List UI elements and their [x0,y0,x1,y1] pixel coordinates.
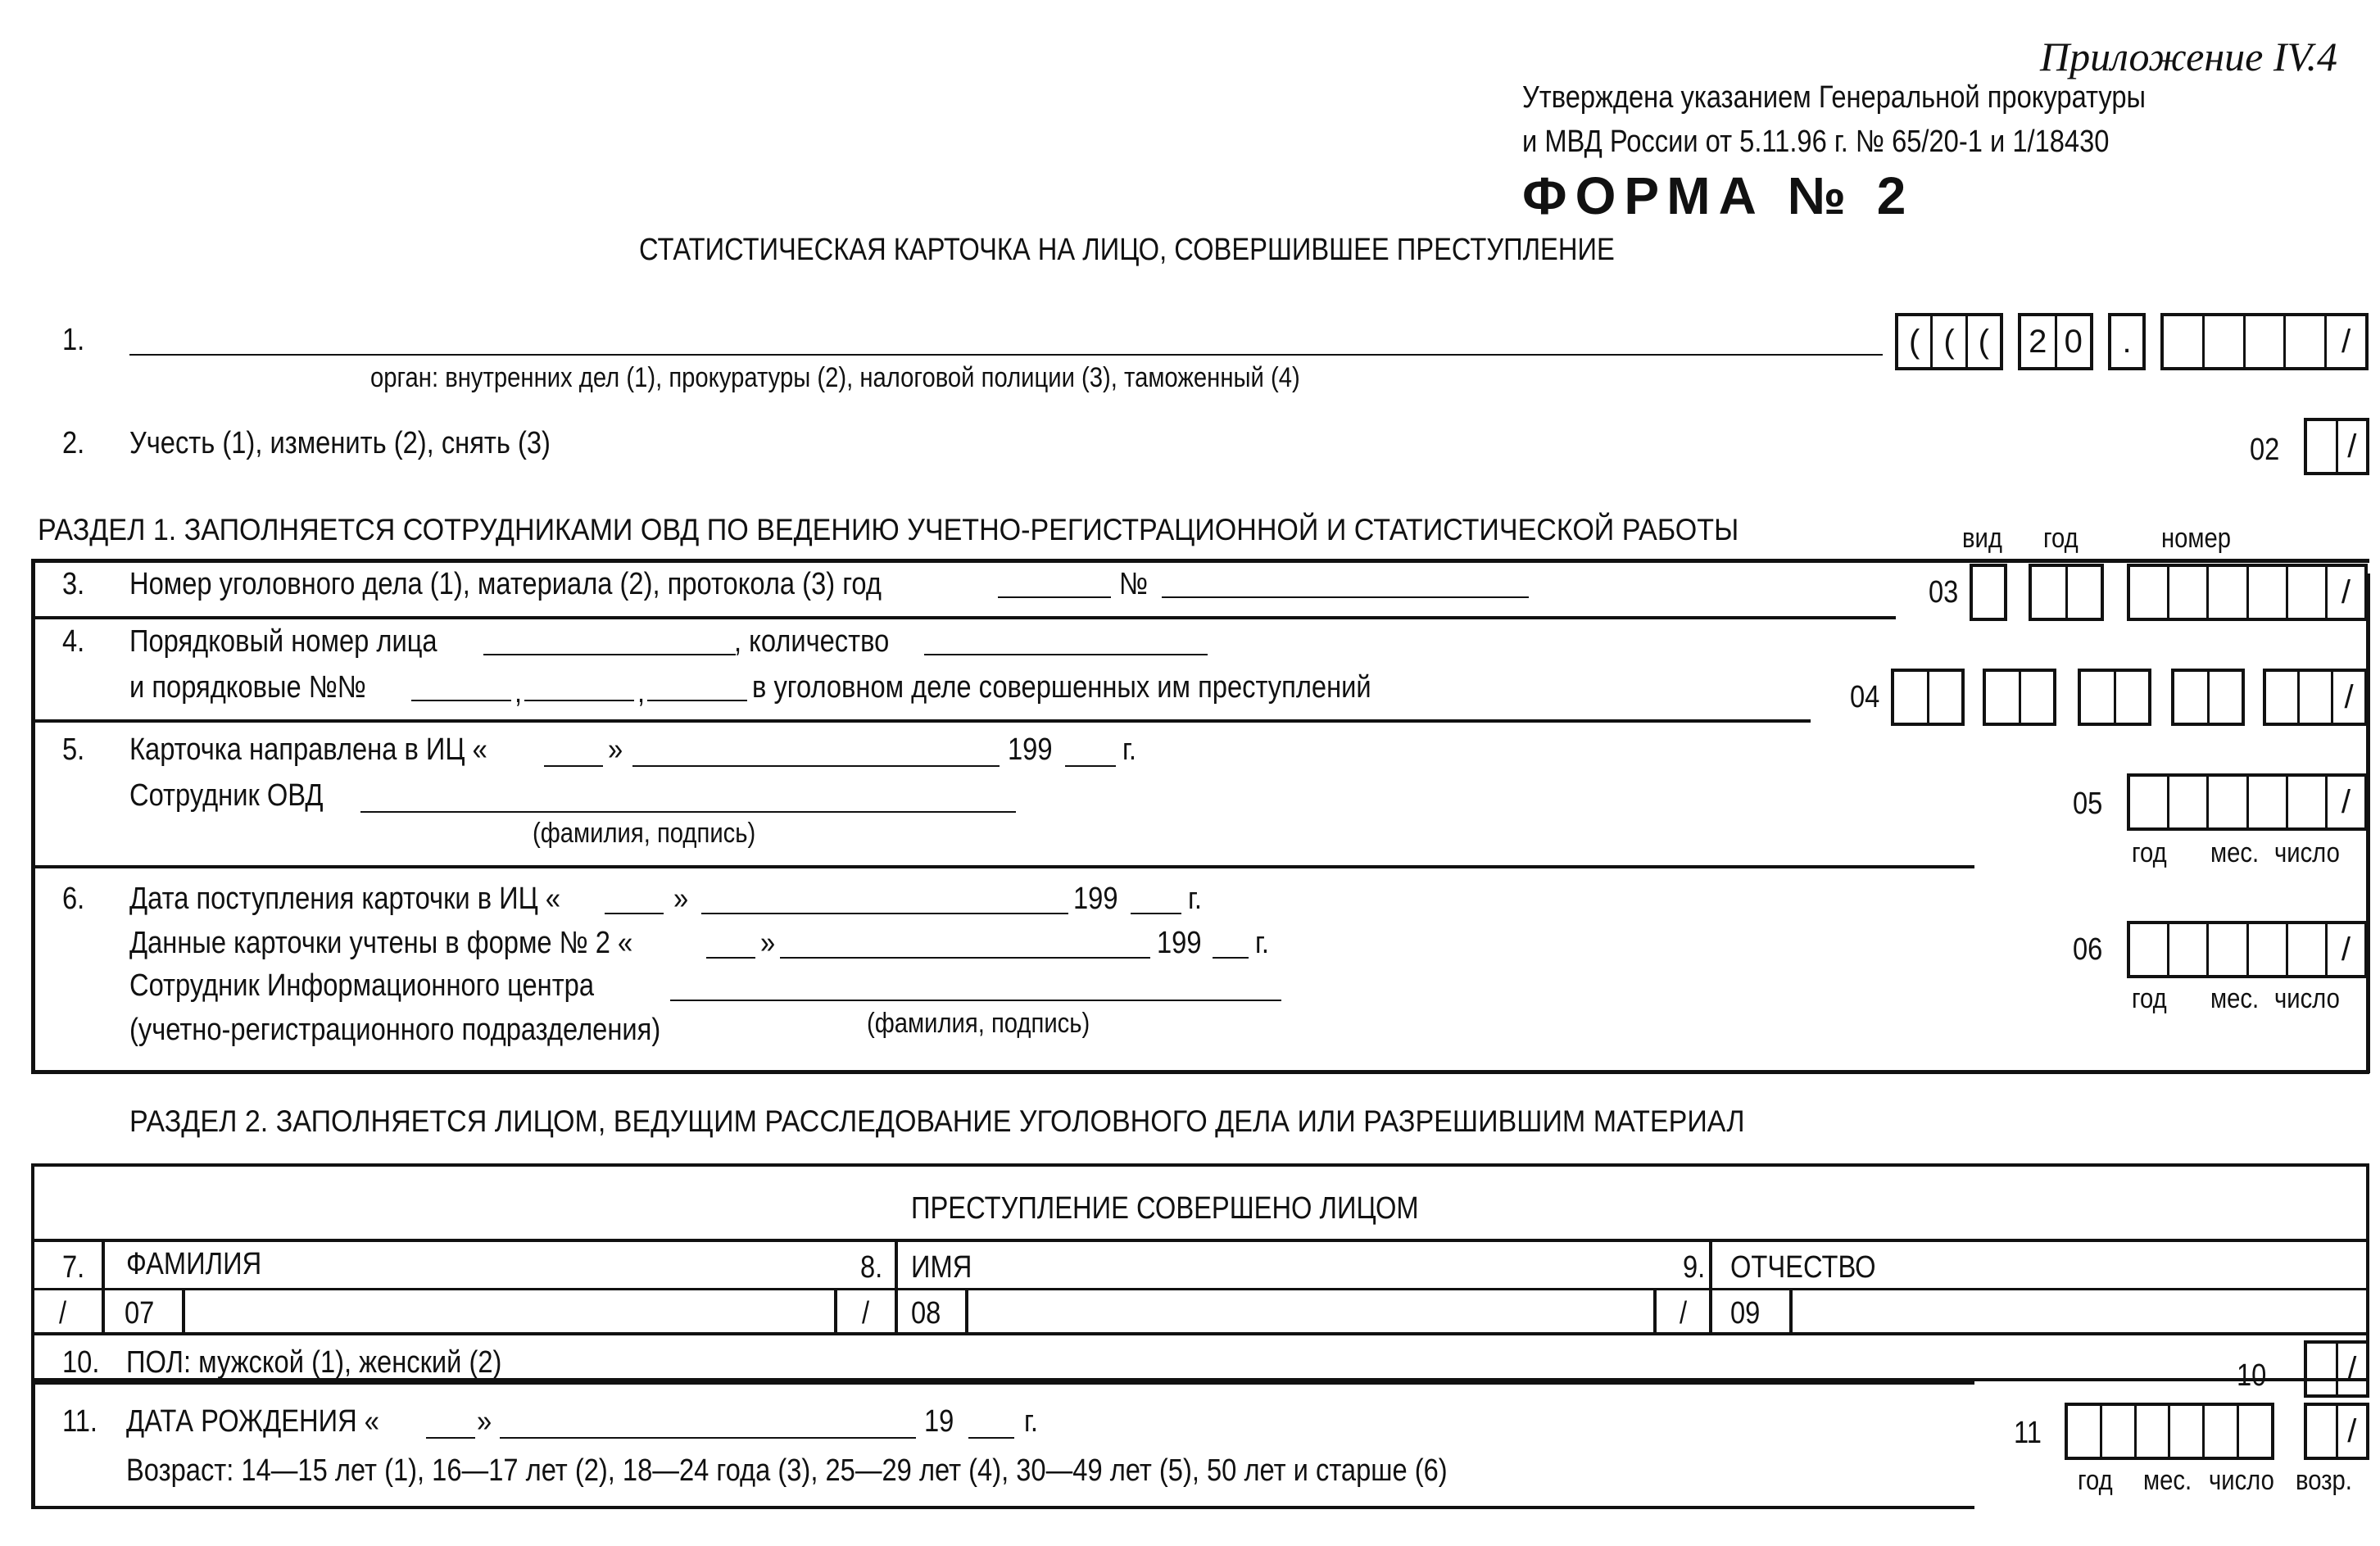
item-5-month-label: мес. [2210,837,2260,868]
item-10-slash: / [2347,1350,2357,1387]
item-6-year-suffix-2: г. [1255,926,1270,960]
item-5-date-cells[interactable] [2127,773,2368,831]
item-6-day-field-1[interactable] [605,913,664,914]
item-5-year-label: год [2132,837,2167,868]
surname-code-divider [182,1290,185,1334]
item-6-year-prefix-2: 199 [1157,926,1202,960]
name-col-divider-2 [895,1239,898,1334]
item-7-number: 7. [62,1250,85,1285]
item-1-dot: . [2122,323,2132,360]
item-2-text: Учесть (1), изменить (2), снять (3) [129,426,551,460]
item-11-year-suffix: г. [1024,1404,1039,1439]
item-11-month-label: мес. [2143,1465,2192,1496]
item-11-day-label: число [2209,1465,2274,1496]
item-5-slash: / [2341,783,2351,820]
item-5-day-label: число [2274,837,2340,868]
item-4-count-field[interactable] [924,654,1208,655]
item-11-year-field[interactable] [968,1437,1014,1439]
name-col-divider-1 [102,1239,105,1334]
item-4-cells-4[interactable] [2171,669,2245,726]
item-11-rule [31,1506,1974,1509]
item-11-number: 11. [62,1404,98,1439]
item-5-rule [31,865,1974,868]
item-4-number: 4. [62,624,85,659]
item-11-day-field[interactable] [426,1437,475,1439]
name-col-divider-3 [1709,1239,1712,1334]
item-4-crime-field-3[interactable] [647,700,747,701]
item-3-number-cells[interactable] [2127,564,2368,621]
item-4-line-2a: и порядковые №№ [129,670,366,705]
column-number-header: номер [2161,523,2232,554]
item-3-year-cells[interactable] [2029,564,2104,621]
surname-input[interactable] [188,1293,831,1332]
item-6-month-field-2[interactable] [780,957,1150,959]
item-4-code: 04 [1850,680,1880,714]
item-6-slash: / [2341,931,2351,968]
item-9-code: 09 [1730,1296,1761,1331]
item-6-day-field-2[interactable] [706,957,755,959]
item-4-comma-1: , [515,675,523,710]
item-4-line-1a: Порядковый номер лица [129,624,437,659]
item-3-rule [31,616,1896,619]
item-1-check-slash: / [2341,323,2351,360]
item-11-age-line: Возраст: 14—15 лет (1), 16—17 лет (2), 18—24 года (3), 25—29 лет (4), 30—49 лет (5), 50 лет и старше (6) [126,1453,1448,1488]
item-5-code: 05 [2073,787,2103,821]
patronymic-code-divider [1789,1290,1793,1334]
item-6-code: 06 [2073,932,2103,967]
item-4-rule [31,719,1811,723]
item-4-order-field[interactable] [483,654,736,655]
item-6-signature-caption: (фамилия, подпись) [867,1008,1090,1039]
item-10-rule [31,1381,1974,1385]
item-9-row-slash: / [1680,1296,1688,1331]
item-9-number: 9. [1683,1250,1706,1285]
item-4-cells-3[interactable] [2078,669,2151,726]
item-6-month-field-1[interactable] [701,913,1068,914]
item-6-line-2: Данные карточки учтены в форме № 2 « [129,926,633,960]
item-11-age-cells[interactable] [2304,1403,2369,1460]
card-subtitle: СТАТИСТИЧЕСКАЯ КАРТОЧКА НА ЛИЦО, СОВЕРШИВШЕЕ ПРЕСТУПЛЕНИЕ [639,233,1615,267]
item-3-text: Номер уголовного дела (1), материала (2), протокола (3) год [129,567,882,601]
item-5-signature-caption: (фамилия, подпись) [533,818,756,849]
item-4-line-2b: в уголовном деле совершенных им преступлений [752,670,1371,705]
item-5-month-field[interactable] [632,765,1000,767]
item-8-row-slash: / [862,1296,870,1331]
name-code-divider [965,1290,968,1334]
item-1-prefix-cells[interactable] [1895,313,2003,370]
item-10-cells[interactable] [2304,1340,2369,1398]
item-1-prefix-cell[interactable]: ( [1933,316,1967,367]
item-1-organ-caption: орган: внутренних дел (1), прокуратуры (2), налоговой полиции (3), таможенный (4) [370,362,1300,393]
item-7-row-slash: / [59,1296,67,1331]
item-1-organ-field[interactable] [129,354,1883,356]
approval-line-2: и МВД России от 5.11.96 г. № 65/20-1 и 1/18430 [1522,125,2110,159]
item-4-line-1b: , количество [734,624,890,659]
item-6-year-field-2[interactable] [1213,957,1249,959]
item-1-prefix-cell[interactable]: ( [1978,323,1989,360]
name-field-rule [31,1332,2369,1335]
item-3-no-sign: № [1119,567,1149,601]
item-10-code: 10 [2237,1358,2267,1393]
item-9-label: ОТЧЕСТВО [1730,1250,1876,1285]
name-label-rule [31,1288,2369,1290]
item-5-line-1: Карточка направлена в ИЦ « [129,732,487,767]
item-10-text: ПОЛ: мужской (1), женский (2) [126,1345,502,1380]
item-4-cells-5[interactable] [2263,669,2368,726]
item-6-line-1: Дата поступления карточки в ИЦ « [129,882,561,916]
section-2-table-header: ПРЕСТУПЛЕНИЕ СОВЕРШЕНО ЛИЦОМ [911,1191,1419,1226]
item-1-prefix-cell[interactable]: ( [1898,316,1933,367]
item-6-month-label: мес. [2210,983,2260,1014]
item-6-line-4: (учетно-регистрационного подразделения) [129,1013,661,1047]
item-5-line-2: Сотрудник ОВД [129,778,324,813]
item-2-code: 02 [2250,433,2280,467]
item-11-year-prefix: 19 [924,1404,954,1439]
item-5-number: 5. [62,732,85,767]
item-11-month-field[interactable] [500,1437,916,1439]
item-10-number: 10. [62,1345,100,1380]
item-5-day-field[interactable] [544,765,603,767]
form-title: ФОРМА № 2 [1522,166,1915,225]
approval-line-1: Утверждена указанием Генеральной прокуратуры [1522,80,2147,115]
item-7-label: ФАМИЛИЯ [126,1247,262,1281]
item-3-slash: / [2341,574,2351,610]
item-5-year-field[interactable] [1065,765,1116,767]
item-6-date-cells[interactable] [2127,921,2368,978]
item-1-dot-cell[interactable] [2108,313,2146,370]
item-11-date-cells[interactable] [2065,1403,2274,1460]
item-3-number: 3. [62,567,85,601]
table-header-rule [31,1239,2369,1242]
item-6-quote-close-1: » [673,882,689,916]
item-2-number: 2. [62,426,85,460]
item-6-year-label: год [2132,983,2167,1014]
item-1-year-cell[interactable]: 0 [2064,323,2083,360]
appendix-label: Приложение IV.4 [2040,34,2338,79]
section-1-left-rule [31,559,35,1073]
section-1-top-rule [31,559,2369,563]
item-11-year-label: год [2078,1465,2113,1496]
item-8-code: 08 [911,1296,941,1331]
item-6-year-suffix-1: г. [1188,882,1203,916]
first-name-input[interactable] [972,1293,1650,1332]
item-6-day-label: число [2274,983,2340,1014]
item-11-slash: / [2347,1412,2357,1449]
section-2-left-rule [31,1381,35,1509]
item-3-year-field[interactable] [998,596,1111,598]
item-6-year-field-1[interactable] [1131,913,1181,914]
item-4-cells-1[interactable] [1891,669,1965,726]
item-6-line-3: Сотрудник Информационного центра [129,968,595,1003]
item-4-cells-2[interactable] [1983,669,2056,726]
section-1-bottom-rule [31,1070,2369,1074]
item-1-number: 1. [62,323,85,357]
section-2-title: РАЗДЕЛ 2. ЗАПОЛНЯЕТСЯ ЛИЦОМ, ВЕДУЩИМ РАССЛЕДОВАНИЕ УГОЛОВНОГО ДЕЛА ИЛИ РАЗРЕШИВШИМ МАТЕРИАЛ [129,1104,1745,1138]
item-6-number: 6. [62,882,85,916]
section-1-title: РАЗДЕЛ 1. ЗАПОЛНЯЕТСЯ СОТРУДНИКАМИ ОВД ПО ВЕДЕНИЮ УЧЕТНО-РЕГИСТРАЦИОННОЙ И СТАТИСТИЧЕСКОЙ РАБОТЫ [38,513,1739,546]
name-slash-divider [1653,1290,1657,1334]
column-year-header: год [2043,523,2079,554]
column-kind-header: вид [1962,523,2002,554]
item-2-cells[interactable] [2304,418,2369,475]
item-8-number: 8. [860,1250,883,1285]
patronymic-input[interactable] [1796,1293,2364,1332]
item-5-year-suffix: г. [1122,732,1137,767]
item-3-code: 03 [1929,575,1959,610]
item-4-comma-2: , [637,675,646,710]
item-5-quote-close: » [608,732,623,767]
surname-slash-divider [834,1290,837,1334]
item-8-label: ИМЯ [911,1250,972,1285]
item-4-crime-field-2[interactable] [524,700,634,701]
item-4-slash: / [2344,678,2354,715]
item-11-quote-close: » [477,1404,492,1439]
item-6-quote-close-2: » [760,926,776,960]
item-7-code: 07 [125,1296,155,1331]
item-5-employee-field[interactable] [360,811,1016,813]
item-5-year-prefix: 199 [1008,732,1053,767]
item-11-line-1: ДАТА РОЖДЕНИЯ « [126,1404,379,1439]
item-11-age-label: возр. [2296,1465,2352,1496]
item-11-code: 11 [2014,1416,2042,1450]
item-4-crime-field-1[interactable] [411,700,511,701]
item-3-kind-cell[interactable] [1970,564,2007,621]
item-1-year-cell[interactable]: 2 [2021,316,2057,367]
item-6-year-prefix-1: 199 [1073,882,1118,916]
item-2-slash: / [2347,428,2357,465]
item-3-number-field[interactable] [1162,596,1529,598]
item-6-employee-field[interactable] [670,1000,1281,1001]
item-1-number-cells[interactable] [2160,313,2369,370]
item-1-year-cells[interactable] [2018,313,2093,370]
